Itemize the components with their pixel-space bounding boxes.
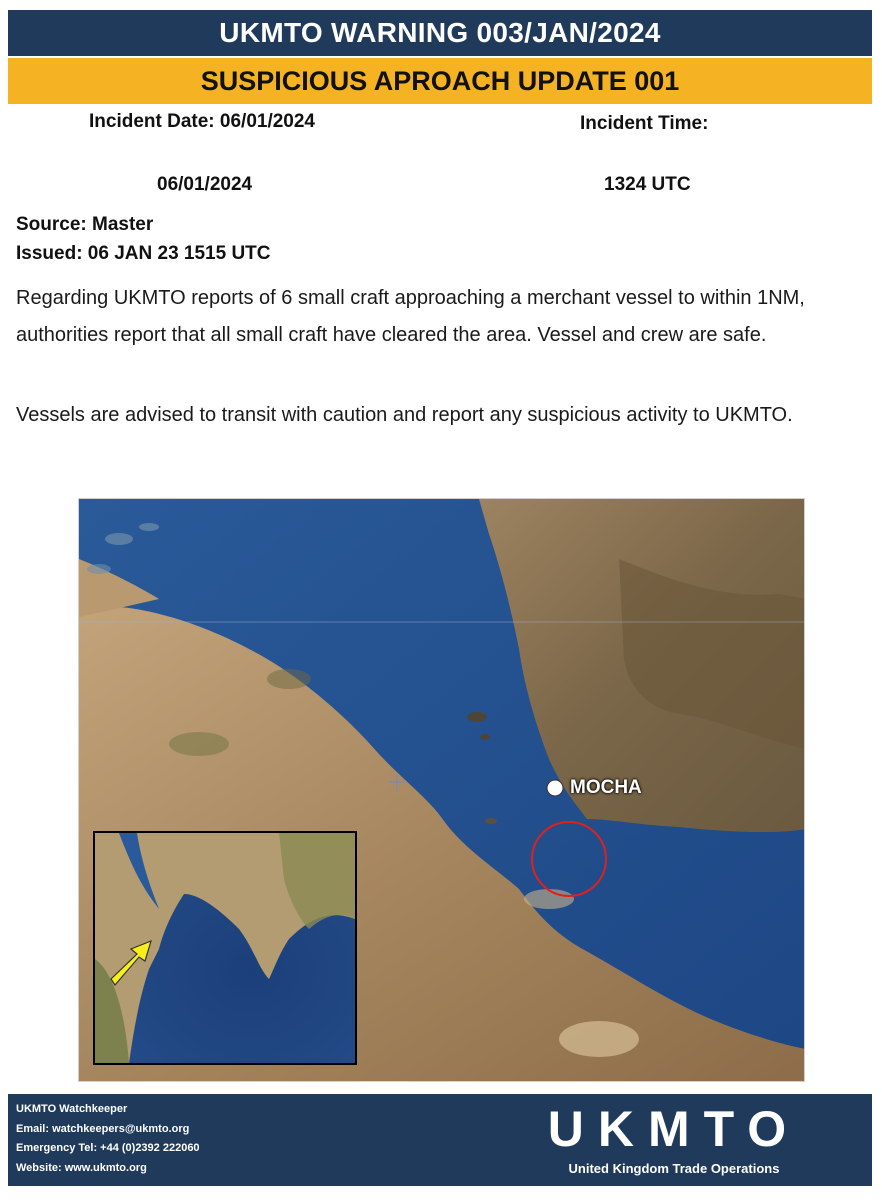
footer-email: Email: watchkeepers@ukmto.org (16, 1122, 190, 1135)
source-line: Source: Master (16, 214, 154, 235)
footer (8, 1094, 872, 1186)
mocha-label: MOCHA (570, 777, 642, 798)
incident-date-label: Incident Date: 06/01/2024 (89, 111, 315, 132)
inset-map (94, 832, 356, 1064)
incident-time-value: 1324 UTC (604, 174, 691, 195)
brand-logo: UKMTO (547, 1101, 801, 1157)
incident-date-value: 06/01/2024 (157, 174, 253, 195)
footer-website: Website: www.ukmto.org (16, 1161, 147, 1174)
footer-emergency: Emergency Tel: +44 (0)2392 222060 (16, 1142, 200, 1154)
paragraph-update: Regarding UKMTO reports of 6 small craft approaching a merchant vessel to within 1NM, authorities report that all small craft have cleared the area. Vessel and crew are safe. (16, 287, 805, 346)
mocha-location-dot (547, 780, 563, 796)
map-graphic (79, 499, 805, 1082)
paragraph-advice: Vessels are advised to transit with caution and report any suspicious activity to UKMTO. (16, 404, 793, 426)
brand-tagline: United Kingdom Trade Operations (568, 1161, 780, 1176)
satellite-map (78, 498, 805, 1082)
footer-contact (16, 1100, 200, 1178)
warning-title: UKMTO WARNING 003/JAN/2024 (8, 10, 872, 56)
warning-subtitle: SUSPICIOUS APROACH UPDATE 001 (8, 58, 872, 104)
incident-time-label: Incident Time: (580, 113, 709, 134)
footer-org: UKMTO Watchkeeper (16, 1103, 128, 1115)
issued-line: Issued: 06 JAN 23 1515 UTC (16, 243, 271, 264)
